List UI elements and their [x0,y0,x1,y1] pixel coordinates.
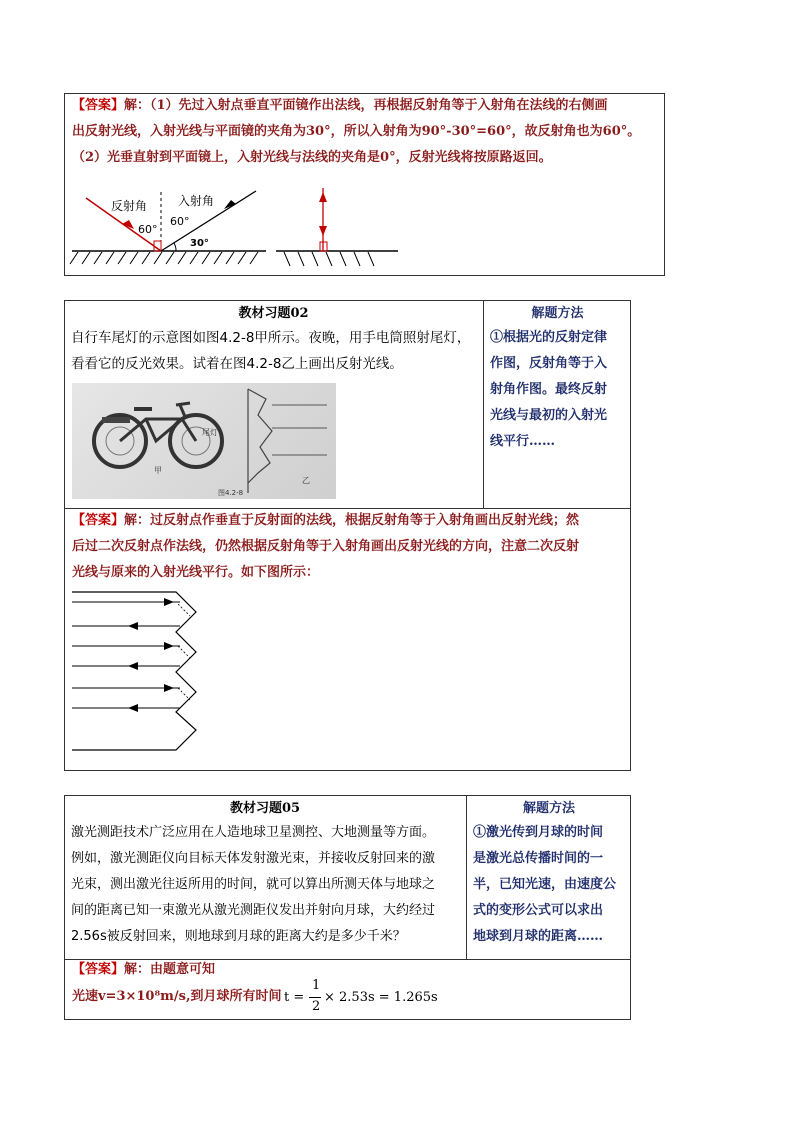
formula-fraction-bar [309,997,321,998]
method-05-line4: 式的变形公式可以求出 [473,903,604,918]
problem-05-title: 教材习题05 [229,801,301,816]
answer-05-line2: 光速v=3×10⁸m/s,到月球所有时间 [72,989,282,1004]
angle-left-value: 60° [138,223,158,236]
formula-rest: × 2.53s = 1.265s [324,990,438,1005]
angle-mirror-value: 30° [190,238,209,249]
reflection-diagram [66,178,406,270]
problem-05-line5: 2.56s被反射回来，则地球到月球的距离大约是多少千米？ [71,929,406,944]
method-05-line5: 地球到月球的距离…… [473,929,604,944]
method-05-line1: ①激光传到月球的时间 [473,825,604,840]
answer-1-line1: 【答案】解：（1）先过入射点垂直平面镜作出法线，再根据反射角等于入射角在法线的右侧画 [72,98,608,113]
bicycle-illustration [72,383,336,499]
problem-05-line1: 激光测距技术广泛应用在人造地球卫星测控、大地测量等方面。 [71,825,436,840]
problem-05-line2: 例如，激光测距仪向目标天体发射激光束，并接收反射回来的激 [71,851,436,866]
method-02-line4: 光线与最初的入射光 [490,408,608,423]
answer-label: 【答案】 [72,513,125,528]
answer-05-line1: 【答案】解：由题意可知 [72,962,216,977]
table-05-divider [466,795,467,960]
fig-number-label: 图4.2-8 [218,489,244,497]
problem-02-title: 教材习题02 [238,306,309,321]
problem-05-line4: 间的距离已知一束激光从激光测距仪发出并射向月球，大约经过 [71,903,436,918]
formula-t: t = [284,990,305,1005]
answer-02-line1: 【答案】解：过反射点作垂直于反射面的法线，根据反射角等于入射角画出反射光线；然 [72,513,580,528]
incident-angle-label: 入射角 [178,194,215,208]
formula-denominator: 2 [312,999,321,1014]
method-05-line3: 半，已知光速，由速度公 [473,877,617,892]
problem-05-line3: 光束，测出激光往返所用的时间，就可以算出所测天体与地球之 [71,877,436,892]
answer-02-line3: 光线与原来的入射光线平行。如下图所示： [72,565,320,580]
method-02-title: 解题方法 [531,306,584,321]
method-02-line1: ①根据光的反射定律 [490,330,608,345]
method-05-title: 解题方法 [522,801,575,816]
formula-numerator: 1 [312,978,321,993]
fig-yi-label: 乙 [302,476,310,485]
answer-1-line3: （2）光垂直射到平面镜上，入射光线与法线的夹角是0°，反射光线将按原路返回。 [72,150,552,165]
method-02-line3: 射角作图。最终反射 [490,382,608,397]
answer-label: 【答案】 [72,962,125,977]
method-02-line5: 线平行…… [490,434,556,449]
method-05-line2: 是激光总传播时间的一 [473,851,604,866]
problem-02-line2: 看看它的反光效果。试着在图4.2-8乙上画出反射光线。 [71,356,403,372]
problem-02-line1: 自行车尾灯的示意图如图4.2-8甲所示。夜晚，用手电筒照射尾灯， [71,330,471,346]
fig-jia-label: 甲 [154,466,162,475]
bicycle-figure-photo [72,383,336,499]
method-02-line2: 作图，反射角等于入 [490,356,608,371]
answer-02-line2: 后过二次反射点作法线，仍然根据反射角等于入射角画出反射光线的方向，注意二次反射 [72,539,580,554]
table-02-divider [483,300,484,509]
tail-light-label: 尾灯 [202,428,218,437]
answer-label: 【答案】 [72,98,125,113]
angle-right-value: 60° [170,215,190,228]
reflect-angle-label: 反射角 [111,199,148,213]
reflector-ray-diagram [68,590,208,762]
answer-1-line2: 出反射光线，入射光线与平面镜的夹角为30°，所以入射角为90°-30°=60°，故反射角也为60°。 [72,124,641,139]
